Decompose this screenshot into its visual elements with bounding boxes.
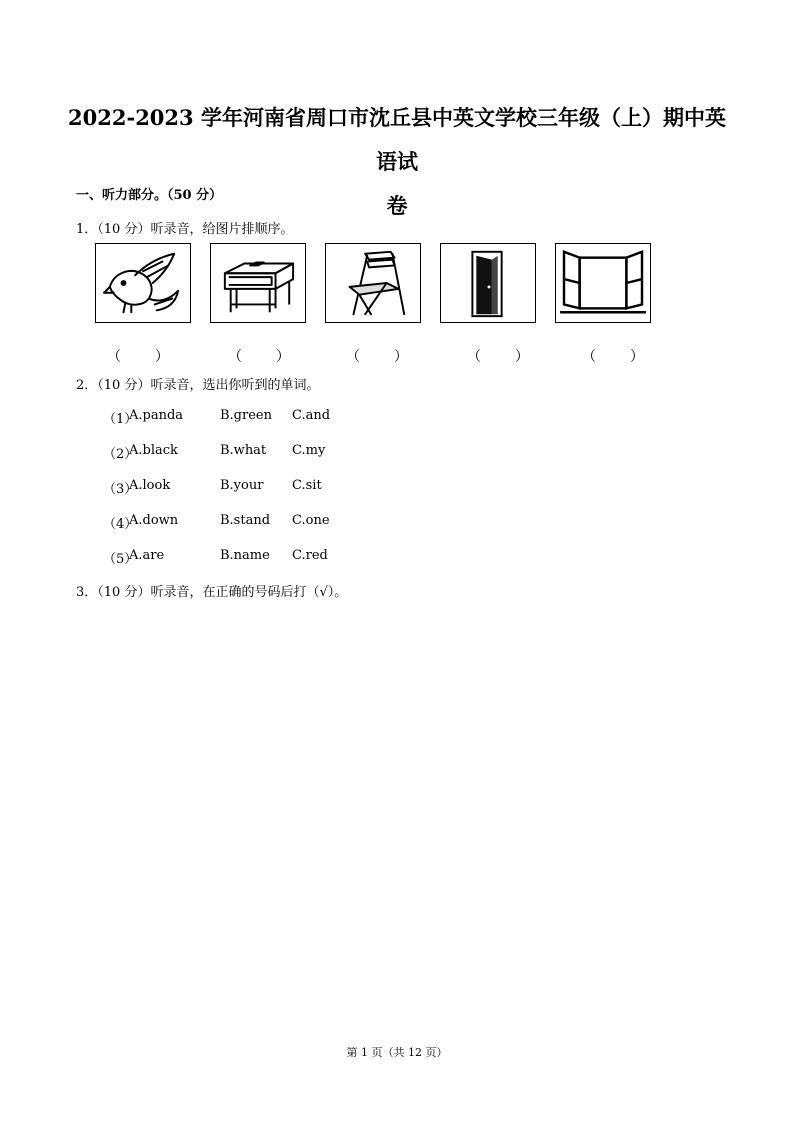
page-footer: 第 1 页（共 12 页） <box>346 1046 448 1059</box>
item-number: （1） <box>103 412 138 427</box>
section-heading-listening: 一、听力部分。（50 分） <box>76 188 223 203</box>
option-b[interactable]: B.what <box>220 443 267 458</box>
bird-icon <box>95 243 191 323</box>
item-number: （2） <box>103 447 138 462</box>
window-icon <box>555 243 651 323</box>
answer-blank-5[interactable]: （ ） <box>582 349 646 365</box>
chair-icon <box>325 243 421 323</box>
answer-blank-3[interactable]: （ ） <box>346 349 410 365</box>
option-b[interactable]: B.your <box>220 478 264 493</box>
question-1-text: 1．（10 分）听录音，给图片排顺序。 <box>76 222 294 237</box>
option-c[interactable]: C.red <box>292 548 328 563</box>
option-c[interactable]: C.and <box>292 408 331 423</box>
option-a[interactable]: A.black <box>129 443 178 458</box>
option-b[interactable]: B.name <box>220 548 270 563</box>
item-number: （3） <box>103 482 138 497</box>
option-c[interactable]: C.one <box>292 513 330 528</box>
question-2-text: 2．（10 分）听录音，选出你听到的单词。 <box>76 378 320 393</box>
item-number: （5） <box>103 552 138 567</box>
option-c[interactable]: C.my <box>292 443 326 458</box>
question-3-text: 3．（10 分）听录音，在正确的号码后打（√）。 <box>76 585 348 600</box>
question-1-pictures <box>95 243 715 325</box>
option-a[interactable]: A.look <box>129 478 171 493</box>
title-line-2: 卷 <box>386 193 408 218</box>
title-line-1: 2022-2023 学年河南省周口市沈丘县中英文学校三年级（上）期中英语试 <box>68 105 726 174</box>
option-a[interactable]: A.panda <box>129 408 184 423</box>
door-icon <box>440 243 536 323</box>
answer-blank-4[interactable]: （ ） <box>467 349 531 365</box>
option-a[interactable]: A.are <box>129 548 165 563</box>
item-number: （4） <box>103 517 138 532</box>
option-b[interactable]: B.green <box>220 408 272 423</box>
option-a[interactable]: A.down <box>129 513 179 528</box>
desk-icon <box>210 243 306 323</box>
answer-blank-1[interactable]: （ ） <box>107 349 171 365</box>
page-title <box>60 96 734 228</box>
answer-blank-2[interactable]: （ ） <box>228 349 292 365</box>
option-b[interactable]: B.stand <box>220 513 271 528</box>
option-c[interactable]: C.sit <box>292 478 322 493</box>
